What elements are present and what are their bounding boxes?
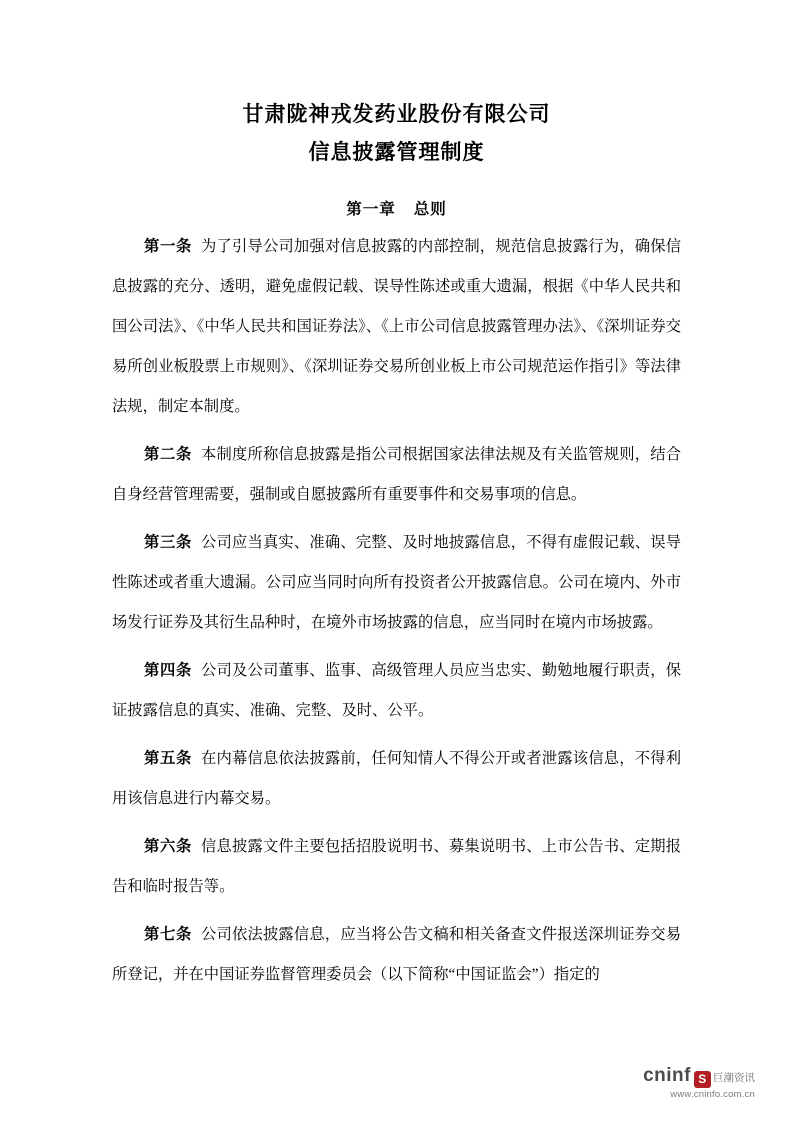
article-text: 公司依法披露信息，应当将公告文稿和相关备查文件报送深圳证券交易所登记，并在中国证券监督管理委员会（以下简称“中国证监会”）指定的 (112, 926, 681, 983)
article-text: 在内幕信息依法披露前，任何知情人不得公开或者泄露该信息，不得利用该信息进行内幕交易。 (112, 750, 681, 807)
article-4 (112, 651, 681, 731)
article-paragraph (112, 435, 681, 515)
article-paragraph (112, 739, 681, 819)
article-paragraph (112, 523, 681, 643)
brand-text (643, 1066, 755, 1088)
article-paragraph (112, 227, 681, 427)
brand-suffix: 巨潮资讯 (713, 1071, 755, 1084)
article-text: 本制度所称信息披露是指公司根据国家法律法规及有关监管规则，结合自身经营管理需要，强制或自愿披露所有重要事件和交易事项的信息。 (112, 446, 681, 503)
brand-url: www.cninfo.com.cn (670, 1088, 755, 1100)
article-label: 第四条 (144, 662, 192, 679)
article-paragraph (112, 651, 681, 731)
article-label: 第一条 (144, 238, 192, 255)
article-text: 公司应当真实、准确、完整、及时地披露信息，不得有虚假记载、误导性陈述或者重大遗漏。公司应当同时向所有投资者公开披露信息。公司在境内、外市场发行证券及其衍生品种时，在境外市场披露的信息，应当同时在境内市场披露。 (112, 534, 681, 631)
article-text: 信息披露文件主要包括招股说明书、募集说明书、上市公告书、定期报告和临时报告等。 (112, 838, 681, 895)
article-text: 公司及公司董事、监事、高级管理人员应当忠实、勤勉地履行职责，保证披露信息的真实、准确、完整、及时、公平。 (112, 662, 681, 719)
brand-name: cninf (643, 1064, 691, 1086)
title-line-2: 信息披露管理制度 (308, 140, 485, 164)
article-paragraph (112, 915, 681, 995)
article-paragraph (112, 827, 681, 907)
article-text: 为了引导公司加强对信息披露的内部控制，规范信息披露行为，确保信息披露的充分、透明，避免虚假记载、误导性陈述或重大遗漏，根据《中华人民共和国公司法》、《中华人民共和国证券法》、《上市公司信息披露管理办法》、《深圳证券交易所创业板股票上市规则》、《深圳证券交易所创业板上市公司规范运作指引》等法律法规，制定本制度。 (112, 238, 681, 415)
article-1 (112, 227, 681, 427)
article-label: 第五条 (144, 750, 192, 767)
title-line-1: 甘肃陇神戎发药业股份有限公司 (242, 102, 551, 126)
article-label: 第七条 (144, 926, 192, 943)
article-label: 第六条 (144, 838, 192, 855)
page-title (112, 95, 681, 171)
article-label: 第二条 (144, 446, 192, 463)
article-3 (112, 523, 681, 643)
article-6 (112, 827, 681, 907)
article-5 (112, 739, 681, 819)
chapter-name: 总则 (413, 201, 447, 218)
cninfo-watermark (643, 1066, 755, 1100)
brand-mark-icon: S (694, 1071, 711, 1088)
article-7 (112, 915, 681, 995)
article-label: 第三条 (144, 534, 192, 551)
chapter-heading (112, 197, 681, 219)
chapter-number: 第一章 (346, 201, 396, 218)
article-2 (112, 435, 681, 515)
